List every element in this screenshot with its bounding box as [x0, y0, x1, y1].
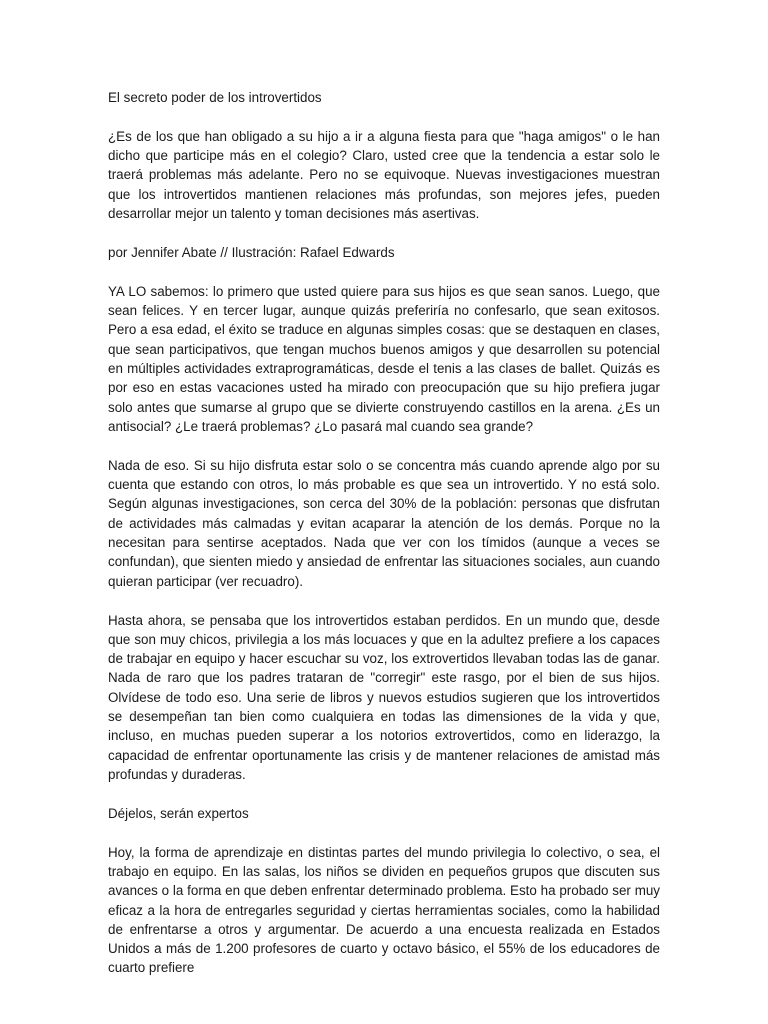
body-paragraph-2: Nada de eso. Si su hijo disfruta estar solo o se concentra más cuando aprende algo por su cuenta que estando con otros, lo más probable es que sea un introvertido. Y no está solo. Según algunas investigaciones, son cerca del 30% de la población: personas que disfrutan de actividades más calmadas y evitan acaparar la atención de los demás. Porque no la necesitan para sentirse aceptados. Nada que ver con los tímidos (aunque a veces se confundan), que sienten miedo y ansiedad de enfrentar las situaciones sociales, aun cuando quieran participar (ver recuadro).	[108, 457, 660, 589]
body-paragraph-4: Hoy, la forma de aprendizaje en distintas partes del mundo privilegia lo colectivo, o sea, el trabajo en equipo. En las salas, los niños se dividen en pequeños grupos que discuten sus avances o la forma en que deben enfrentar determinado problema. Esto ha probado ser muy eficaz a la hora de entregarles seguridad y ciertas herramientas sociales, como la habilidad de enfrentarse a otros y argumentar. De acuerdo a una encuesta realizada en Estados Unidos a más de 1.200 profesores de cuarto y octavo básico, el 55% de los educadores de cuarto prefiere	[108, 844, 660, 976]
lead-paragraph: ¿Es de los que han obligado a su hijo a ir a alguna fiesta para que "haga amigos" o le han dicho que participe más en el colegio? Claro, usted cree que la tendencia a estar solo le traerá problemas más adelante. Pero no se equivoque. Nuevas investigaciones muestran que los introvertidos mantienen relaciones más profundas, son mejores jefes, pueden desarrollar mejor un talento y toman decisiones más asertivas.	[108, 128, 660, 222]
section-subheading: Déjelos, serán expertos	[108, 805, 249, 821]
body-paragraph-3: Hasta ahora, se pensaba que los introvertidos estaban perdidos. En un mundo que, desde que son muy chicos, privilegia a los más locuaces y que en la adultez prefiere a los capaces de trabajar en equipo y hacer escuchar su voz, los extrovertidos llevaban todas las de ganar. Nada de raro que los padres trataran de "corregir" este rasgo, por el bien de sus hijos. Olvídese de todo eso. Una serie de libros y nuevos estudios sugieren que los introvertidos se desempeñan tan bien como cualquiera en todas las dimensiones de la vida y que, incluso, en muchas pueden superar a los notorios extrovertidos, como en liderazgo, la capacidad de enfrentar oportunamente las crisis y de mantener relaciones de amistad más profundas y duraderas.	[108, 612, 660, 782]
body-paragraph-1: YA LO sabemos: lo primero que usted quiere para sus hijos es que sean sanos. Luego, que sean felices. Y en tercer lugar, aunque quizás preferiría no confesarlo, que sean exitosos. Pero a esa edad, el éxito se traduce en algunas simples cosas: que se destaquen en clases, que sean participativos, que tengan muchos buenos amigos y que desarrollen su potencial en múltiples actividades extraprogramáticas, desde el tenis a las clases de ballet. Quizás es por eso en estas vacaciones usted ha mirado con preocupación que su hijo prefiera jugar solo antes que sumarse al grupo que se divierte construyendo castillos en la arena. ¿Es un antisocial? ¿Le traerá problemas? ¿Lo pasará mal cuando sea grande?	[108, 283, 660, 434]
document-title: El secreto poder de los introvertidos	[108, 90, 322, 105]
document-page	[108, 88, 660, 997]
byline: por Jennifer Abate // Ilustración: Rafael Edwards	[108, 244, 395, 260]
